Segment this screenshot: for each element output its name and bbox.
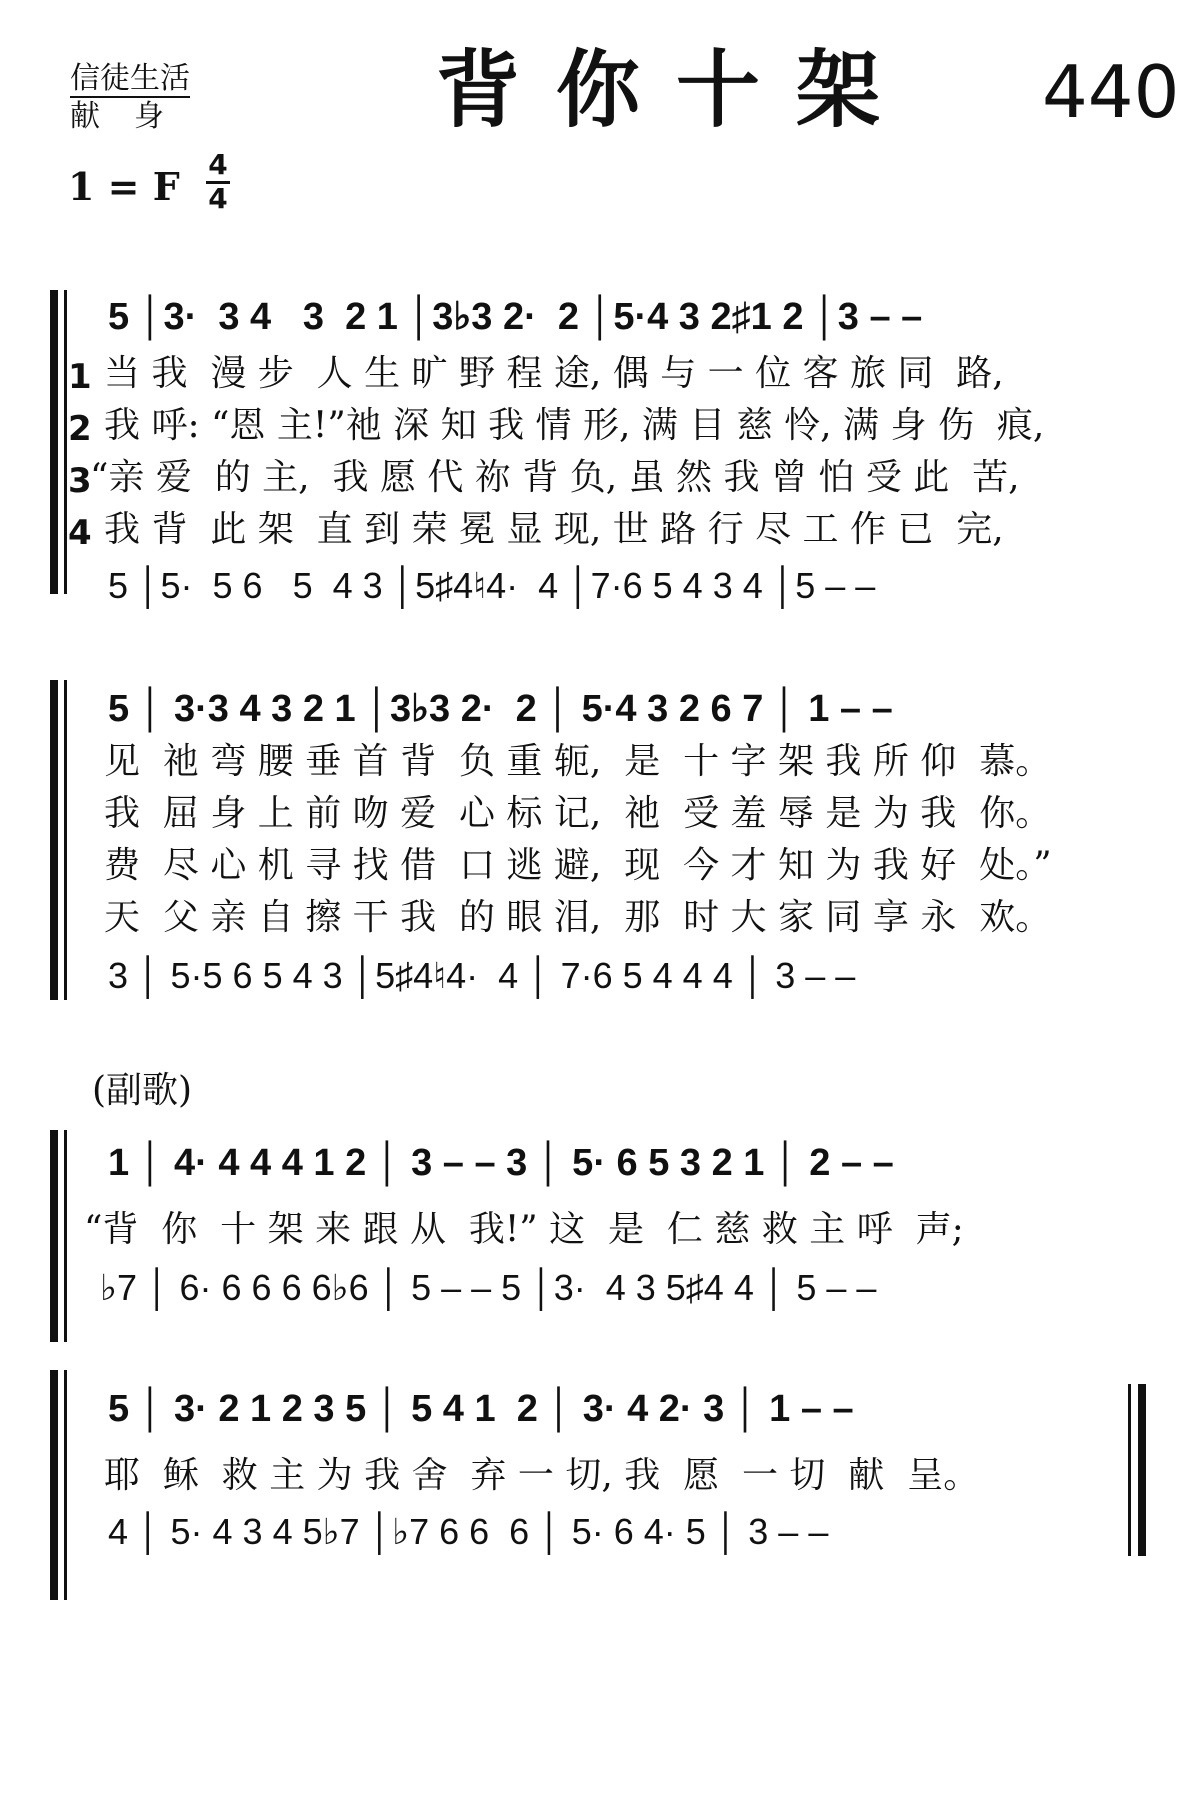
category-sub: 献身 [70,99,198,134]
melody-line: 5 │ 3· 2 1 2 3 5 │ 5 4 1 2 │ 3· 4 2· 3 │ 1 – – [108,1388,854,1430]
time-signature [206,150,230,214]
verse-number: 1 [68,357,92,397]
bass-line: 5 │5· 5 6 5 4 3 │5♯4♮4· 4 │7·6 5 4 3 4 │5 – – [108,565,876,606]
system-bracket-line [64,1370,67,1600]
lyric-line: 当 我 漫 步 人 生 旷 野 程 途, 偶 与 一 位 客 旅 同 路, [104,353,1004,394]
system-bracket [50,1370,58,1600]
lyric-line: “背 你 十 架 来 跟 从 我!” 这 是 仁 慈 救 主 呼 声; [84,1209,964,1250]
system-bracket-line [64,680,67,1000]
final-barline-thick [1138,1384,1146,1556]
bass-line: 4 │ 5· 4 3 4 5♭7 │♭7 6 6 6 │ 5· 6 4· 5 │ 3 – – [108,1511,829,1552]
verse-number: 2 [68,409,92,449]
melody-line: 5 │ 3·3 4 3 2 1 │3♭3 2· 2 │ 5·4 3 2 6 7 │ 1 – – [108,688,893,730]
chorus-label: (副歌) [92,1070,193,1111]
meter-denominator: 4 [208,182,228,215]
bass-line: ♭7 │ 6· 6 6 6 6♭6 │ 5 – – 5 │3· 4 3 5♯4 4 │ 5 – – [100,1267,877,1308]
lyric-line: 天 父 亲 自 擦 干 我 的 眼 泪, 那 时 大 家 同 享 永 欢。 [104,897,1052,938]
verse-number: 4 [68,513,92,553]
system-bracket [50,290,58,594]
system-bracket-line [64,1130,67,1342]
system-bracket [50,1130,58,1342]
meter-numerator: 4 [206,150,230,184]
lyric-line: 我 屈 身 上 前 吻 爱 心 标 记, 祂 受 羞 辱 是 为 我 你。 [104,793,1052,834]
bass-line: 3 │ 5·5 6 5 4 3 │5♯4♮4· 4 │ 7·6 5 4 4 4 │ 3 – – [108,955,856,996]
final-barline-thin [1128,1384,1131,1556]
hymn-number: 440 [1042,50,1180,134]
key-signature: 1 = F [68,164,180,209]
lyric-line: 耶 稣 救 主 为 我 舍 弃 一 切, 我 愿 一 切 献 呈。 [104,1455,980,1496]
lyric-line: 我 呼: “恩 主!”祂 深 知 我 情 形, 满 目 慈 怜, 满 身 伤 痕, [104,405,1045,446]
lyric-line: 费 尽 心 机 寻 找 借 口 逃 避, 现 今 才 知 为 我 好 处。” [104,845,1052,886]
system-bracket [50,680,58,1000]
lyric-line: 见 祂 弯 腰 垂 首 背 负 重 轭, 是 十 字 架 我 所 仰 慕。 [104,741,1052,782]
hymn-title: 背你十架 [436,40,917,139]
melody-line: 5 │3· 3 4 3 2 1 │3♭3 2· 2 │5·4 3 2♯1 2 │3 – – [108,296,923,338]
lyric-line: 我 背 此 架 直 到 荣 冕 显 现, 世 路 行 尽 工 作 已 完, [104,509,1004,550]
category-main: 信徒生活 [70,61,190,96]
verse-number: 3 [68,461,92,501]
lyric-line: “亲 爱 的 主, 我 愿 代 祢 背 负, 虽 然 我 曾 怕 受 此 苦, [90,457,1020,498]
system-bracket-line [64,290,67,594]
melody-line: 1 │ 4· 4 4 4 1 2 │ 3 – – 3 │ 5· 6 5 3 2 1 │ 2 – – [108,1142,894,1184]
